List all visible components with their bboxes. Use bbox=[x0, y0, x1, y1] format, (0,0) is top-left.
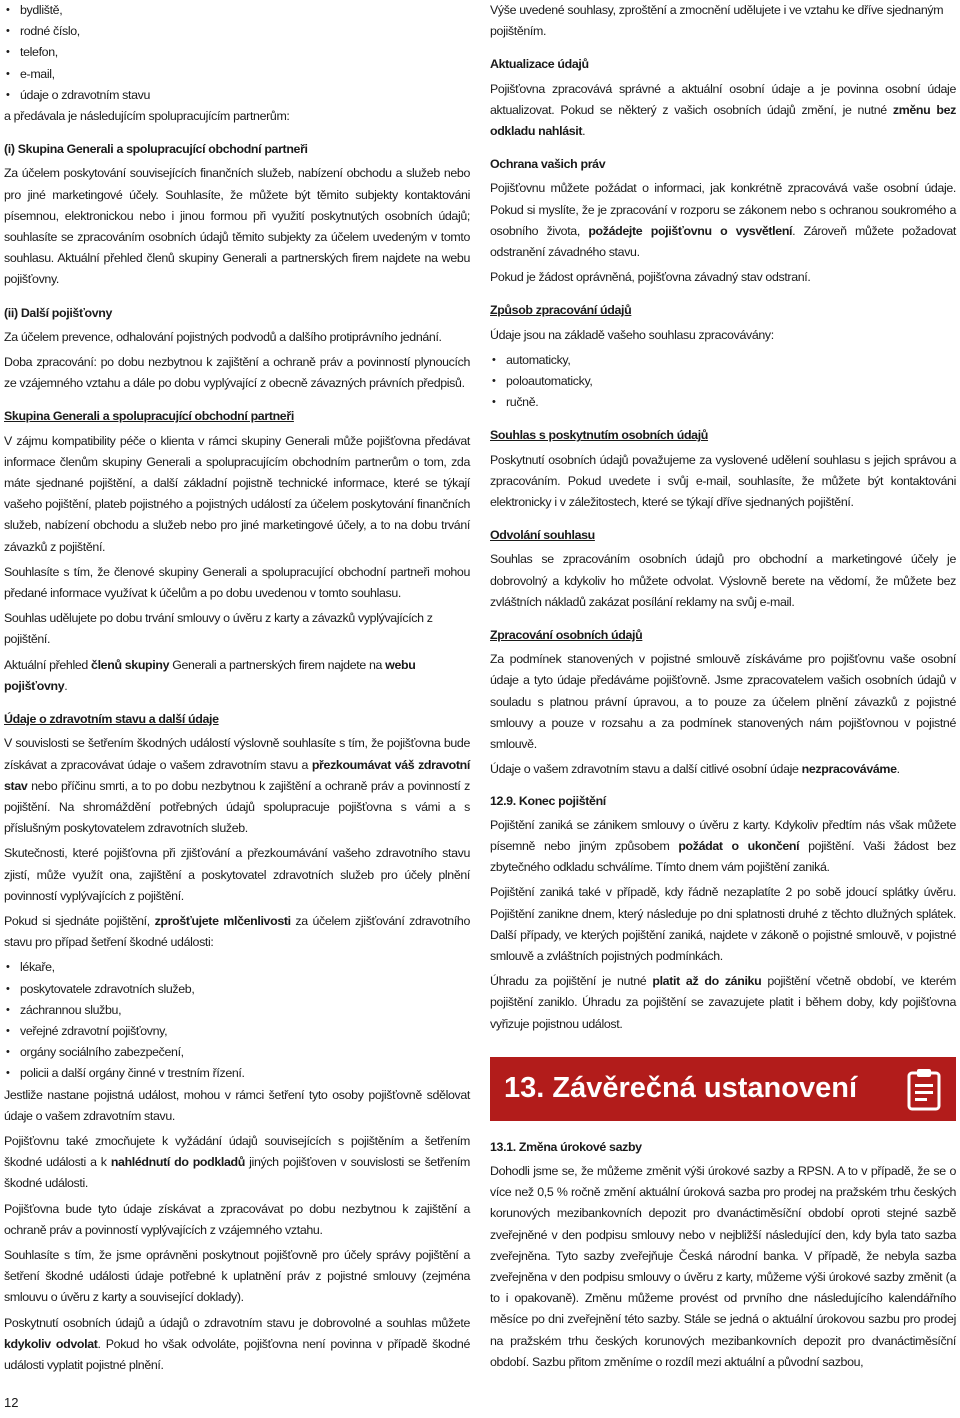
chapter-banner bbox=[490, 1057, 956, 1121]
list-item: • policii a další orgány činné v trestním řízení. bbox=[4, 1063, 470, 1084]
paragraph: Pokud je žádost oprávněná, pojišťovna závadný stav odstraní. bbox=[490, 270, 811, 285]
paragraph: Dohodli jsme se, že můžeme změnit výši úrokové sazby a RPSN. A to v případě, že se o více než 0,5 % ročně změní aktuální úroková sazba pro prodej na pražském trhu českých korunových mezibankovních depozit pro dvanáctiměsíční období oproti stejné sazbě zveřejněné v den podpisu smlouvy nebo v nejbližší následující den, kdy byla tato sazba zveřejněna. Tyto sazby zveřejňuje Česká národní banka. V případě, že nebyla sazba zveřejněna v den podpisu smlouvy o úvěru z karty, můžeme výši úrokové sazby změnit (a to i opakovaně). Změnu můžeme provést od prvního dne následujícího kalendářního měsíce po dni zveřejnění této sazby. Stále se jedná o aktuální úrokovou sazbu pro prodej na pražském trhu českých korunových mezibankovních depozit pro dvanáctiměsíční období. Sazbu přitom změníme o rozdíl mezi aktuální a původní sazbou, bbox=[490, 1163, 956, 1369]
paragraph: Pojišťovna zpracovává správné a aktuální osobní údaje a je povinna osobní údaje aktualizovat. Pokud se některý z vašich osobních údajů změní, je nutné změnu bez odkladu nahlásit. bbox=[490, 81, 956, 139]
page-number: 12 bbox=[4, 1395, 19, 1410]
section-heading: Ochrana vašich práv bbox=[490, 157, 606, 172]
section-heading: Způsob zpracování údajů bbox=[490, 303, 632, 318]
paragraph: V zájmu kompatibility péče o klienta v rámci skupiny Generali může pojišťovna předávat informace členům skupiny Generali a spolupracujícím obchodním partnerům o tom, zda máte sjednané pojištění, a další základní pojistně technické informace, které se týkají vašeho pojištění, plateb pojistného a pojistných událostí za účelem poskytování finančních služeb, nabízení obchodu a služeb nebo pro jiné marketingové účely, a to na dobu trvání závazků z pojištění. bbox=[4, 433, 470, 554]
paragraph: Pojištění zaniká se zánikem smlouvy o úvěru z karty. Kdykoliv předtím nás však můžete písemně nebo jiným způsobem požádat o ukončení pojištění. Vaši žádost bez zbytečného odkladu schválíme. Tímto dnem vám pojištění zaniká. bbox=[490, 817, 956, 875]
list-item: • orgány sociálního zabezpečení, bbox=[4, 1042, 470, 1063]
paragraph: Za podmínek stanovených v pojistné smlouvě získáváme pro pojišťovnu vaše osobní údaje a tyto údaje předáváme pojišťovně. Jsme zpracovatelem vašich osobních údajů v souladu s platnou právní úpravou, a to pouze za účelem plnění závazků z pojistné smlouvy a pouze v rozsahu a za podmínek stanovených nám pojišťovnou v pojistné smlouvě. bbox=[490, 652, 956, 752]
list-item: • poskytovatele zdravotních služeb, bbox=[4, 979, 470, 1000]
paragraph: Údaje o vašem zdravotním stavu a další citlivé osobní údaje nezpracováváme. bbox=[490, 762, 900, 777]
paragraph: Aktuální přehled členů skupiny Generali a partnerských firem najdete na webu pojišťovny. bbox=[4, 657, 416, 693]
paragraph: Pojišťovna bude tyto údaje získávat a zpracovávat po dobu nezbytnou k zajištění a ochraně práv a povinností vyplývajících z vzájemného vztahu. bbox=[4, 1201, 470, 1237]
paragraph: Pojišťovnu můžete požádat o informaci, jak konkrétně zpracovává vaše osobní údaje. Pokud si myslíte, že je zpracování v rozporu se zákonem nebo s ochranou soukromého a osobního života, požádejte pojišťovnu o vysvětlení. Zároveň můžete požadovat odstranění závadného stavu. bbox=[490, 181, 956, 260]
left-column bbox=[4, 0, 470, 1380]
section-heading: (ii) Další pojišťovny bbox=[4, 305, 113, 320]
list-item: • lékaře, bbox=[4, 957, 470, 978]
bold-phrase: požádat o ukončení bbox=[678, 838, 800, 853]
paragraph: Souhlasíte s tím, že jsme oprávněni poskytnout pojišťovně pro účely správy pojištění a šetření škodné události údaje potřebné k uplatnění práv z pojistné smlouvy (zejména smlouvu o úvěru z karty a související doklady). bbox=[4, 1247, 470, 1305]
list-item: • rodné číslo, bbox=[4, 21, 470, 42]
paragraph: Za účelem prevence, odhalování pojistných podvodů a dalšího protiprávního jednání. bbox=[4, 329, 442, 344]
paragraph: Výše uvedené souhlasy, zproštění a zmocnění udělujete i ve vztahu ke dříve sjednaným pojištěním. bbox=[490, 3, 944, 39]
list-item: • telefon, bbox=[4, 42, 470, 63]
section-heading: 12.9. Konec pojištění bbox=[490, 793, 606, 808]
bold-phrase: nezpracováváme bbox=[801, 762, 897, 777]
section-heading: Zpracování osobních údajů bbox=[490, 628, 643, 643]
paragraph: Jestliže nastane pojistná událost, mohou v rámci šetření tyto osoby pojišťovně sdělovat údaje o vašem zdravotním stavu. bbox=[4, 1087, 470, 1123]
paragraph: Pojišťovnu také zmocňujete k vyžádání údajů souvisejících s pojištěním a šetřením škodné události a k nahlédnutí do podkladů jiných pojišťoven v souvislosti se šetřením škodné události. bbox=[4, 1133, 470, 1191]
paragraph: Poskytnutí osobních údajů a údajů o zdravotním stavu je dobrovolné a souhlas můžete kdykoliv odvolat. Pokud ho však odvoláte, pojišťovna není povinna v případě škodné události vyplatit pojistné plnění. bbox=[4, 1315, 470, 1372]
bold-phrase: zprošťujete mlčenlivosti bbox=[154, 913, 291, 928]
list-item: • veřejné zdravotní pojišťovny, bbox=[4, 1021, 470, 1042]
paragraph: Poskytnutí osobních údajů považujeme za vyslovené udělení souhlasu s jejich správou a zpracováním. Pokud uvedete i svůj e-mail, souhlasíte, že můžete být kontaktováni elektronicky i v záležitostech, které se týkají dříve sjednaných pojištění. bbox=[490, 452, 956, 510]
bold-phrase: nahlédnutí do podkladů bbox=[110, 1155, 245, 1170]
section-heading: Aktualizace údajů bbox=[490, 57, 589, 72]
list-item: • záchrannou službu, bbox=[4, 1000, 470, 1021]
right-column bbox=[490, 0, 956, 1377]
list-item: • bydliště, bbox=[4, 0, 470, 21]
section-heading: (i) Skupina Generali a spolupracující obchodní partneři bbox=[4, 142, 308, 157]
paragraph: Pojištění zaniká také v případě, kdy řádně nezaplatíte 2 po sobě jdoucí splátky úvěru. Pojištění zanikne dnem, který následuje po dni splatnosti druhé z těchto dlužných splátek. Další případy, ve kterých pojištění zaniká, najdete v zákoně o pojistné smlouvě, v pojistné smlouvě a zvláštních pojistných podmínkách. bbox=[490, 885, 956, 963]
list-item: • e-mail, bbox=[4, 64, 470, 85]
paragraph: Za účelem poskytování souvisejících finančních služeb, nabízení obchodu a služeb nebo pro jiné marketingové účely. Souhlasíte, že můžete být těmito subjekty kontaktováni písemnou, elektronickou nebo i jinou formou při využití poskytnutých osobních údajů; souhlasíte se zpracováním osobních údajů těmito subjekty za účelem uvedeným v tomto souhlasu. Aktuální přehled členů skupiny Generali a partnerských firem najdete na webu pojišťovny. bbox=[4, 166, 470, 287]
paragraph: Souhlasíte s tím, že členové skupiny Generali a spolupracující obchodní partneři mohou předané informace využívat k účelům a po dobu uvedenou v tomto souhlasu. bbox=[4, 564, 470, 601]
section-heading: Souhlas s poskytnutím osobních údajů bbox=[490, 428, 709, 443]
paragraph: Úhradu za pojištění je nutné platit až do zániku pojištění včetně období, ve kterém pojištění zaniklo. Úhradu za pojištění se zavazujete platit i během doby, kdy pojišťovna vyřizuje pojistnou událost. bbox=[490, 974, 957, 1031]
list-item: • poloautomaticky, bbox=[490, 371, 956, 392]
paragraph: Údaje jsou na základě vašeho souhlasu zpracovávány: bbox=[490, 327, 774, 342]
section-heading: Odvolání souhlasu bbox=[490, 528, 595, 543]
list-item: • automaticky, bbox=[490, 350, 956, 371]
paragraph: Doba zpracování: po dobu nezbytnou k zajištění a ochraně práv a povinností plynoucích ze vzájemného vztahu a dále po dobu vyplývající z obecně závazných právních předpisů. bbox=[4, 355, 470, 391]
paragraph: Souhlas udělujete po dobu trvání smlouvy o úvěru z karty a závazků vyplývajících z pojištění. bbox=[4, 611, 433, 647]
clipboard-icon bbox=[906, 1067, 942, 1111]
bold-phrase: webu pojišťovny bbox=[4, 657, 416, 693]
section-heading: Údaje o zdravotním stavu a další údaje bbox=[4, 712, 219, 727]
processing-list bbox=[490, 350, 956, 414]
bold-phrase: členů skupiny bbox=[91, 657, 170, 672]
bold-phrase: kdykoliv odvolat bbox=[4, 1336, 98, 1351]
paragraph: Souhlas se zpracováním osobních údajů pro obchodní a marketingové účely je dobrovolný a kdykoliv ho můžete odvolat. Výslovně berete na vědomí, že můžete bez zvláštních nákladů zakázat posílání reklamy na svůj e-mail. bbox=[490, 552, 956, 609]
paragraph: Skutečnosti, které pojišťovna při zjišťování a přezkoumávání vašeho zdravotního stavu zjistí, může využít ona, zajištění a poskytovatel zdravotních služeb pro účely plnění povinností vyplývajících z pojištění. bbox=[4, 846, 470, 903]
section-heading: 13.1. Změna úrokové sazby bbox=[490, 1139, 642, 1154]
bold-phrase: změnu bez odkladu nahlásit bbox=[490, 102, 956, 139]
list-item: • údaje o zdravotním stavu bbox=[4, 85, 470, 106]
paragraph: a předávala je následujícím spolupracujícím partnerům: bbox=[4, 109, 290, 124]
bold-phrase: požádejte pojišťovnu o vysvětlení bbox=[588, 223, 793, 238]
bold-phrase: přezkoumávat váš zdravotní stav bbox=[4, 757, 470, 793]
chapter-title: 13. Závěrečná ustanovení bbox=[504, 1071, 857, 1104]
personal-data-list bbox=[4, 0, 470, 106]
recipients-list bbox=[4, 957, 470, 1084]
paragraph: Pokud si sjednáte pojištění, zprošťujete mlčenlivosti za účelem zjišťování zdravotního stavu pro případ šetření škodné události: bbox=[4, 913, 471, 950]
section-heading: Skupina Generali a spolupracující obchodní partneři bbox=[4, 409, 294, 424]
paragraph: V souvislosti se šetřením škodných událostí výslovně souhlasíte s tím, že pojišťovna bude získávat a zpracovávat údaje o vašem zdravotním stavu a přezkoumávat váš zdravotní stav nebo příčinu smrti, a to po dobu nezbytnou k zajištění a ochraně práv a povinností z pojištění. Na shromáždění potřebných údajů spolupracuje pojišťovna s vámi a s příslušným poskytovatelem zdravotních služeb. bbox=[4, 736, 470, 836]
list-item: • ručně. bbox=[490, 392, 956, 413]
bold-phrase: platit až do zániku bbox=[652, 974, 762, 989]
